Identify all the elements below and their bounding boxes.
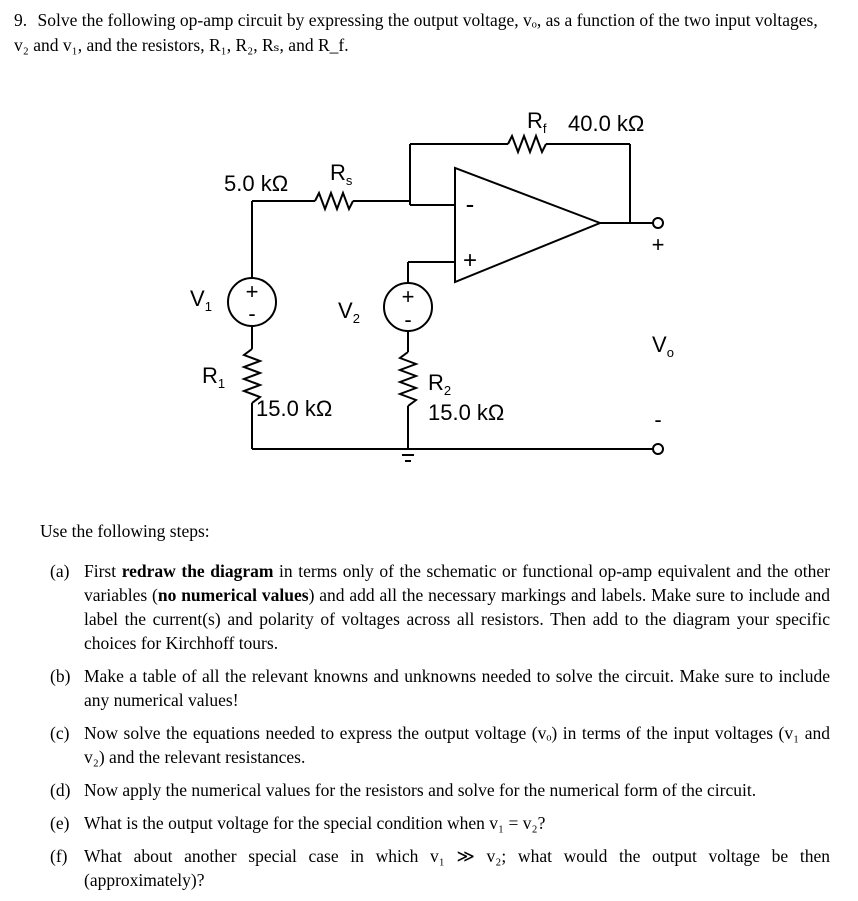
step-f (50, 844, 830, 892)
r1-value: 15.0 kΩ (256, 396, 333, 421)
step-text: First redraw the diagram in terms only of the schematic or functional op-amp equivalent and the other variables (no numerical values) and add all the necessary markings and labels. Make sure to include and label the current(s) and polarity of voltages across all resistors. Then add to the diagram your specific choices for Kirchhoff tours. (84, 561, 830, 653)
v2-minus: - (404, 307, 412, 332)
vo-plus: + (651, 232, 665, 257)
output-terminal-bottom (653, 444, 663, 454)
step-e (50, 811, 830, 835)
v1-plus: + (245, 279, 259, 304)
step-text: What about another special case in which v₁ ≫ v₂; what would the output voltage be then (approximately)? (84, 846, 830, 890)
step-marker: (c) (50, 723, 70, 743)
step-marker: (a) (50, 561, 70, 581)
rs-label: $R_s$ (330, 160, 353, 188)
step-d (50, 778, 830, 802)
step-marker: (f) (50, 846, 68, 866)
output-terminal-top (653, 218, 663, 228)
step-a (50, 559, 830, 655)
step-text: Now solve the equations needed to express the output voltage (vₒ) in terms of the input voltages (v₁ and v₂) and the relevant resistances. (84, 723, 830, 767)
steps-intro: Use the following steps: (40, 521, 210, 541)
r2-value: 15.0 kΩ (428, 400, 505, 425)
step-marker: (d) (50, 780, 71, 800)
v1-minus: - (248, 301, 256, 326)
rf-label: $R_f$ (527, 108, 547, 136)
step-marker: (b) (50, 666, 71, 686)
question-text: Solve the following op-amp circuit by expressing the output voltage, vₒ, as a function of the two input voltages, v₂ and v₁, and the resistors, R₁, R₂, Rₛ, and R_f. (14, 10, 818, 55)
steps-list (50, 559, 830, 901)
opamp-minus-sign: - (465, 189, 475, 219)
opamp-plus-sign: + (462, 247, 478, 274)
vo-minus: - (654, 407, 662, 432)
rf-value: 40.0 kΩ (568, 111, 645, 136)
rs-value: 5.0 kΩ (224, 171, 289, 196)
step-text: Now apply the numerical values for the resistors and solve for the numerical form of the circuit. (84, 780, 757, 800)
question (14, 8, 834, 58)
step-c (50, 721, 830, 769)
v2-plus: + (401, 284, 415, 309)
question-number: 9. (14, 10, 28, 30)
step-text: Make a table of all the relevant knowns and unknowns needed to solve the circuit. Make sure to include any numerical values! (84, 666, 830, 710)
v1-label: $V_1$ (190, 286, 212, 314)
step-b (50, 664, 830, 712)
step-text: What is the output voltage for the special condition when v₁ = v₂? (84, 813, 546, 833)
step-marker: (e) (50, 813, 70, 833)
r2-label: $R_2$ (428, 370, 452, 398)
circuit-diagram (0, 80, 858, 480)
vo-label: $V_o$ (652, 332, 674, 360)
v2-label: $V_2$ (338, 298, 360, 326)
r1-label: $R_1$ (202, 363, 226, 391)
